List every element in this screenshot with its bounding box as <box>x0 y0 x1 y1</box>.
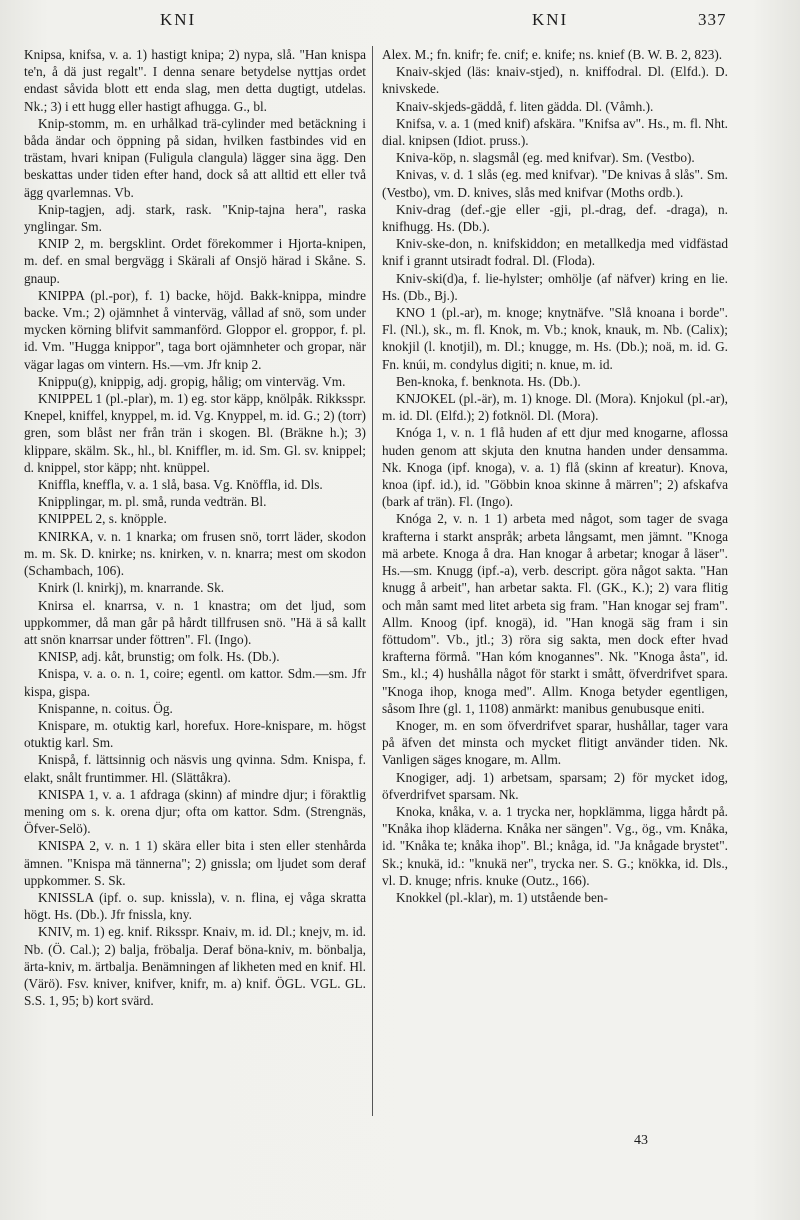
dictionary-entry: Knaiv-skjed (läs: knaiv-stjed), n. kniffodral. Dl. (Elfd.). D. knivskede. <box>382 64 728 97</box>
dictionary-entry: KNIPPEL 1 (pl.-plar), m. 1) eg. stor käpp, knölpåk. Rikksspr. Knepel, kniffel, knyppel, m. id. Vg. Knyppel, m. id. G.; 2) (torr) gren, som blåst ner från trän i skogen. Bl. (Bräkne h.); 3) klippare, skälm. Sk., hl., bl. Kniffler, m. id. Sm. Gl. sv. knippel; d. knippel, stor käpp; nht. knüppel. <box>24 391 366 475</box>
dictionary-entry: Knoger, m. en som öfverdrifvet sparar, hushållar, tager vara på äfven det minsta och mycket flitigt använder tiden. Nk. Vanligen säges knogare, m. Allm. <box>382 717 728 768</box>
dictionary-entry: Knivas, v. d. 1 slås (eg. med knifvar). "De knivas å slås". Sm. (Vestbo), vm. D. knives, slås med knifvar (Moths ordb.). <box>382 167 728 200</box>
dictionary-entry: Kniffla, kneffla, v. a. 1 slå, basa. Vg. Knöffla, id. Dls. <box>38 477 323 493</box>
dictionary-entry: Kniv-ski(d)a, f. lie-hylster; omhölje (af näfver) kring en lie. Hs. (Db., Bj.). <box>382 270 728 303</box>
dictionary-entry: Knaiv-skjeds-gäddå, f. liten gädda. Dl. (Våmh.). <box>396 98 654 114</box>
dictionary-entry: Kniv-drag (def.-gje eller -gji, pl.-drag, def. -draga), n. knifhugg. Hs. (Db.). <box>382 201 728 235</box>
dictionary-entry: Ben-knoka, f. benknota. Hs. (Db.). <box>396 373 581 389</box>
dictionary-entry: Kniv-ske-don, n. knifskiddon; en metallkedja med vidfästad knif i grannt utsiradt fodral. Dl. (Floda). <box>382 236 728 269</box>
dictionary-entry: KNIV, m. 1) eg. knif. Riksspr. Knaiv, m. id. Dl.; knejv, m. id. Nb. (Ö. Cal.); 2) balja, fröbalja. Deraf böna-kniv, m. bönbalja, ärta-kniv, m. ärtbalja. Benämningen af likheten med en knif. Hl. (Värö). Fsv. kniver, knifver, knifr, m. a) knif. ÖGL. VGL. GL. S.S. 1, 95; b) kort svärd. <box>24 924 366 1009</box>
dictionary-entry: Knipplingar, m. pl. små, runda vedträn. Bl. <box>38 494 267 510</box>
dictionary-entry: Knoka, knåka, v. a. 1 trycka ner, hopklämma, ligga hårdt på. "Knåka ihop kläderna. Knåka ner sängen". Vg., ög., vm. Knåka, id. "Knåka te; knåka ihop". Bl.; knåga, id. "Ja knågade brystet". Sk.; knukä, id.: "knukä ner", trycka ner. S. G.; knökka, id. Dls., vl. D. knuge; nfris. knuke (Outz., 166). <box>382 803 728 888</box>
dictionary-entry: KNISPA 1, v. a. 1 afdraga (skinn) af mindre djur; i föraktlig mening om s. k. orena djur; ofta om kattor. Sdm. (Strengnäs, Öfver-Selö). <box>24 786 366 837</box>
dictionary-entry: Knip-stomm, m. en urhålkad trä-cylinder med betäckning i båda ändar och öppning på sidan, hvilken fastbindes vid en trästam, hvari knipan (Fuligula clangula) lägger sina ägg. Den beskattas under tiden efter hand, dock så att alltid ett eller två ägg qvarlemnas. Vb. <box>24 115 366 200</box>
dictionary-entry: Knipsa, knifsa, v. a. 1) hastigt knipa; 2) nypa, slå. "Han knispa te'n, å dä just regalt". I denna senare betydelse nyttjas ordet endast såvida blott ett enda slag, men detta dugtigt, utdelas. Nk.; 3) i ett hugg eller hastigt afhugga. G., bl. <box>24 47 366 114</box>
dictionary-entry: KNJOKEL (pl.-är), m. 1) knoge. Dl. (Mora). Knjokul (pl.-ar), m. id. Dl. (Elfd.); 2) fotknöl. Dl. (Mora). <box>382 391 728 424</box>
right-column <box>382 46 728 906</box>
dictionary-entry: KNIP 2, m. bergsklint. Ordet förekommer i Hjorta-knipen, m. def. en smal bergvägg i Skärali af Onsjö härad i Skåne. S. gnaup. <box>24 236 366 286</box>
dictionary-entry: KNO 1 (pl.-ar), m. knoge; knytnäfve. "Slå knoana i borde". Fl. (Nl.), sk., m. fl. Knok, m. Vb.; knok, knauk, m. Nb. (Calix); knokjil (l. knotjil), m. Dl.; knugge, m. Hs. (Db.); noä, m. id. G. Fn. knúi, m. condylus digiti; n. knue, m. id. <box>382 305 728 372</box>
dictionary-entry: Knispå, f. lättsinnig och näsvis ung qvinna. Sdm. Knispa, f. elakt, snålt fruntimmer. Hl. (Slättåkra). <box>24 752 366 785</box>
column-divider <box>372 46 373 1116</box>
page-number: 337 <box>698 10 727 29</box>
dictionary-entry: Knogiger, adj. 1) arbetsam, sparsam; 2) för mycket idog, öfverdrifvet sparsam. Nk. <box>382 769 728 802</box>
dictionary-entry: Kniva-köp, n. slagsmål (eg. med knifvar). Sm. (Vestbo). <box>396 150 695 166</box>
dictionary-entry: Knóga 2, v. n. 1 1) arbeta med något, som tager de svaga krafterna i starkt anspråk; arbeta långsamt, men jämnt. "Knoga mä arbete. Knoga å dra. Han knogar å arbetar; knogar å läser". Hs.—sm. Knugg (ipf.-a), verb. descript. göra något sakta. "Han knugg å arbeit", han arbetar sakta. Fl. (GK., K.); 2) vara flitig och mån samt med litet arbeta sig fram. "Han knogar sej fram". Allm. Knoog (ipf. knogä), id. "Han knogä säg fram i sin föttudom". Vb., jtl.; 3) röra sig sakta, men dock efter hvad krafterna förmå. "Han kóm knogannes". Nk. "Knoga åsta", id. Sm., kl.; 4) hushålla något för starkt i smått, öfverdrifvet spara. "Knoga ihop, knoga med". Allm. Knoga betyder egentligen, såsom Ihre (gl. 1, 1108) anmärkt: manibus genubusque eniti. <box>382 511 728 716</box>
dictionary-entry: KNIRKA, v. n. 1 knarka; om frusen snö, torrt läder, skodon m. m. Sk. D. knirke; ns. knirken, v. n. knarra; mest om skodon (Schambach, 106). <box>24 528 366 579</box>
dictionary-entry: Knispare, m. otuktig karl, horefux. Hore-knispare, m. högst otuktig karl. Sm. <box>24 717 366 751</box>
dictionary-entry: KNISSLA (ipf. o. sup. knissla), v. n. flina, ej våga skratta högt. Hs. (Db.). Jfr fnissla, kny. <box>24 889 366 923</box>
dictionary-entry: Knirsa el. knarrsa, v. n. 1 knastra; om det ljud, som uppkommer, då man går på hårdt tillfrusen snö. "Hä ä så kallt att snön knarrsar under föttren". Fl. (Ingo). <box>24 597 366 647</box>
dictionary-entry: Knispanne, n. coitus. Ög. <box>38 700 173 716</box>
left-running-head: KNI <box>160 10 197 29</box>
dictionary-entry: KNISP, adj. kåt, brunstig; om folk. Hs. (Db.). <box>38 649 280 665</box>
dictionary-entry: KNIPPA (pl.-por), f. 1) backe, höjd. Bakk-knippa, mindre backe. Vm.; 2) ojämnhet å vinterväg, vållad af snö, som under mycken körning blifvit sammanförd. Gloppor el. groppor, f. pl. id. Vm. "Hugga knippor", taga bort ojämnheter och gropar, när vägar lagas om vintern. Hs.—vm. Jfr knip 2. <box>24 287 366 372</box>
dictionary-entry: Knippu(g), knippig, adj. gropig, hålig; om vinterväg. Vm. <box>38 373 346 389</box>
dictionary-entry: KNIPPEL 2, s. knöpple. <box>38 511 167 527</box>
signature-mark: 43 <box>634 1133 648 1148</box>
right-running-head: KNI <box>532 10 569 29</box>
left-column <box>24 46 366 1009</box>
dictionary-entry: Alex. M.; fn. knifr; fe. cnif; e. knife; ns. knief (B. W. B. 2, 823). <box>382 47 723 62</box>
dictionary-entry: KNISPA 2, v. n. 1 1) skära eller bita i sten eller stenhårda ämnen. "Knispa mä tännerna"; 2) gnissla; om ljudet som deraf uppkommer. S. Sk. <box>24 838 366 888</box>
dictionary-entry: Knispa, v. a. o. n. 1, coire; egentl. om kattor. Sdm.—sm. Jfr kispa, gispa. <box>24 666 366 699</box>
dictionary-entry: Knirk (l. knirkj), m. knarrande. Sk. <box>38 580 225 596</box>
dictionary-entry: Knokkel (pl.-klar), m. 1) utstående ben- <box>396 889 608 905</box>
dictionary-entry: Knip-tagjen, adj. stark, rask. "Knip-tajna hera", raska ynglingar. Sm. <box>24 201 366 235</box>
dictionary-entry: Knifsa, v. a. 1 (med knif) afskära. "Knifsa av". Hs., m. fl. Nht. dial. knipsen (Idiot. pruss.). <box>382 115 728 149</box>
dictionary-entry: Knóga 1, v. n. 1 flå huden af ett djur med knogarne, aflossa huden genom att skjuta den knutna handen under densamma. Nk. Knoga (ipf. knoga), v. a. 1) flå (skinn af kreatur). Knova, knoa (ipf. id.), id. "Göbbin knoa skinne å märren"; 2) afskafva (bark af trän). Fl. (Ingo). <box>382 425 728 510</box>
